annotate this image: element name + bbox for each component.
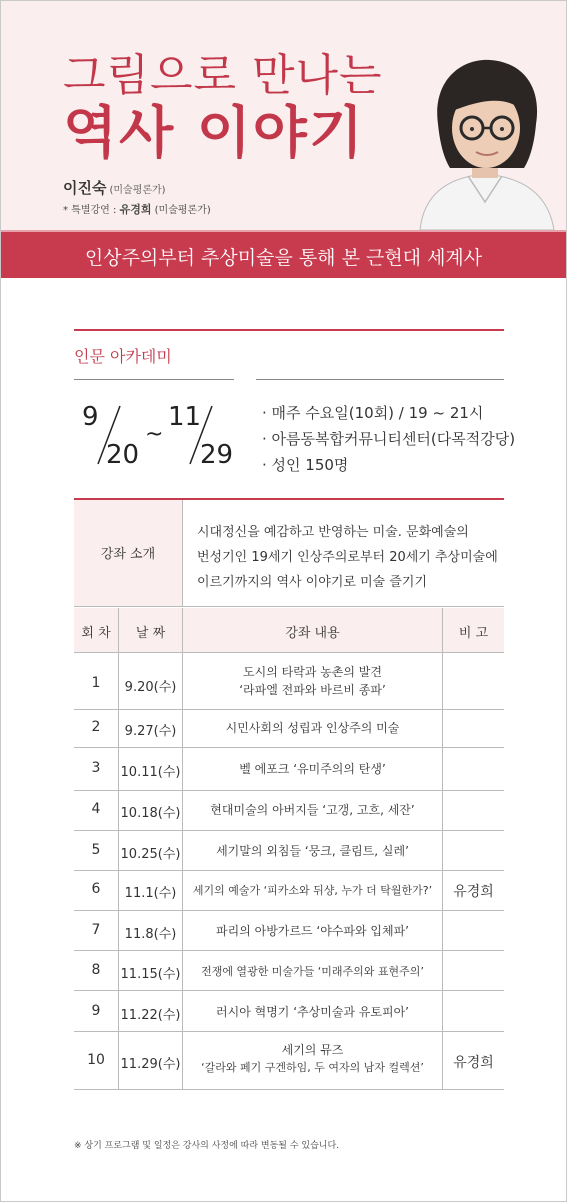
row-8-date: 11.15(수)	[120, 967, 181, 982]
row-2-rule	[74, 747, 504, 748]
special-lecture-line	[63, 201, 211, 217]
row-9-content: 러시아 혁명기 ‘추상미술과 유토피아’	[216, 1005, 409, 1019]
row-8-no: 8	[91, 962, 101, 978]
row-3-content: 벨 에포크 ‘유미주의의 탄생’	[239, 762, 386, 776]
row-6-rule	[74, 910, 504, 911]
row-9-date: 11.22(수)	[120, 1008, 181, 1023]
section-top-rule	[74, 329, 504, 331]
special-lecturer-name: 유경희	[119, 203, 152, 216]
intro-text-line-2: 번성기인 19세기 인상주의로부터 20세기 추상미술에	[197, 550, 498, 565]
row-8-rule	[74, 990, 504, 991]
end-month: 11	[168, 402, 202, 432]
row-10-no: 10	[87, 1052, 105, 1068]
row-3-rule	[74, 790, 504, 791]
row-7-rule	[74, 950, 504, 951]
row-10-note: 유경희	[453, 1055, 494, 1071]
section-rule-right	[256, 379, 504, 380]
intro-label-cell	[74, 500, 182, 606]
author-name: 이진숙	[63, 179, 107, 197]
row-1-date: 9.20(수)	[124, 680, 177, 695]
special-prefix: * 특별강연 :	[63, 205, 117, 216]
intro-text-line-1: 시대정신을 예감하고 반영하는 미술. 문화예술의	[197, 525, 469, 540]
start-month: 9	[82, 402, 99, 432]
header-no: 회 차	[81, 626, 111, 641]
portrait-illustration	[410, 52, 560, 230]
footnote: ※ 상기 프로그램 및 일정은 강사의 사정에 따라 변동될 수 있습니다.	[74, 1141, 340, 1151]
special-lecturer-role: (미술평론가)	[154, 205, 211, 216]
header-cell-no	[74, 608, 118, 652]
info-capacity: · 성인 150명	[262, 456, 349, 474]
row-7-date: 11.8(수)	[124, 927, 177, 942]
start-day: 20	[106, 440, 140, 470]
row-2-no: 2	[91, 719, 101, 735]
end-day: 29	[200, 440, 234, 470]
row-10-content-line-2: ‘갈라와 페기 구겐하임, 두 여자의 남자 컬렉션’	[201, 1061, 424, 1074]
row-6-content: 세기의 예술가 ‘피카소와 뒤샹, 누가 더 탁월한가?’	[192, 884, 433, 897]
banner-text: 인상주의부터 추상미술을 통해 본 근현대 세계사	[84, 247, 483, 269]
row-6-no: 6	[91, 881, 101, 897]
row-1-content-line-2: ‘라파엘 전파와 바르비 종파’	[239, 683, 386, 697]
header-date: 날 짜	[135, 626, 166, 641]
row-3-no: 3	[91, 760, 101, 776]
info-venue: · 아름동복합커뮤니티센터(다목적강당)	[262, 430, 516, 448]
title-line-2: 역사 이야기	[63, 101, 365, 166]
row-3-date: 10.11(수)	[120, 765, 181, 780]
author-line	[63, 177, 166, 198]
row-5-date: 10.25(수)	[120, 847, 181, 862]
row-7-no: 7	[91, 922, 101, 938]
info-schedule: · 매주 수요일(10회) / 19 ~ 21시	[262, 404, 484, 422]
intro-text-line-3: 이르기까지의 역사 이야기로 미술 즐기기	[197, 575, 428, 590]
row-2-content: 시민사회의 성립과 인상주의 미술	[225, 721, 400, 735]
row-1-rule	[74, 709, 504, 710]
row-6-date: 11.1(수)	[124, 886, 177, 901]
row-9-no: 9	[91, 1003, 101, 1019]
intro-bottom-rule	[74, 606, 504, 607]
row-9-rule	[74, 1031, 504, 1032]
row-1-content-line-1: 도시의 타락과 농촌의 발견	[243, 665, 382, 679]
row-10-content-line-1: 세기의 뮤즈	[281, 1043, 344, 1057]
table-bottom-rule	[74, 1089, 504, 1090]
row-1-no: 1	[91, 675, 101, 691]
row-4-date: 10.18(수)	[120, 806, 181, 821]
row-4-no: 4	[91, 801, 101, 817]
intro-label: 강좌 소개	[100, 547, 156, 562]
col-divider-3	[442, 608, 443, 1090]
header-note: 비 고	[458, 626, 489, 641]
row-6-note: 유경희	[453, 884, 494, 900]
header-content: 강좌 내용	[285, 626, 340, 641]
header-cell-note	[443, 608, 504, 652]
subtitle-banner	[1, 230, 566, 278]
row-5-content: 세기말의 외침들 ‘뭉크, 클림트, 실레’	[216, 844, 409, 858]
author-role: (미술평론가)	[109, 185, 166, 196]
intro-divider	[182, 500, 183, 606]
row-4-rule	[74, 830, 504, 831]
row-7-content: 파리의 아방가르드 ‘야수파와 입체파’	[216, 924, 409, 938]
lecturer-portrait	[410, 52, 560, 230]
row-8-content: 전쟁에 열광한 미술가들 ‘미래주의와 표현주의’	[201, 965, 424, 978]
title-line-1: 그림으로 만나는	[63, 50, 383, 101]
row-2-date: 9.27(수)	[124, 724, 177, 739]
header-bottom-rule	[74, 652, 504, 653]
row-5-rule	[74, 870, 504, 871]
row-5-no: 5	[91, 842, 101, 858]
section-rule-left	[74, 379, 234, 380]
header-cell-content	[183, 608, 442, 652]
section-title: 인문 아카데미	[74, 347, 172, 366]
date-range-tilde: ~	[145, 422, 164, 447]
row-4-content: 현대미술의 아버지들 ‘고갱, 고흐, 세잔’	[210, 803, 415, 817]
row-10-date: 11.29(수)	[120, 1057, 181, 1072]
header-cell-date	[119, 608, 182, 652]
